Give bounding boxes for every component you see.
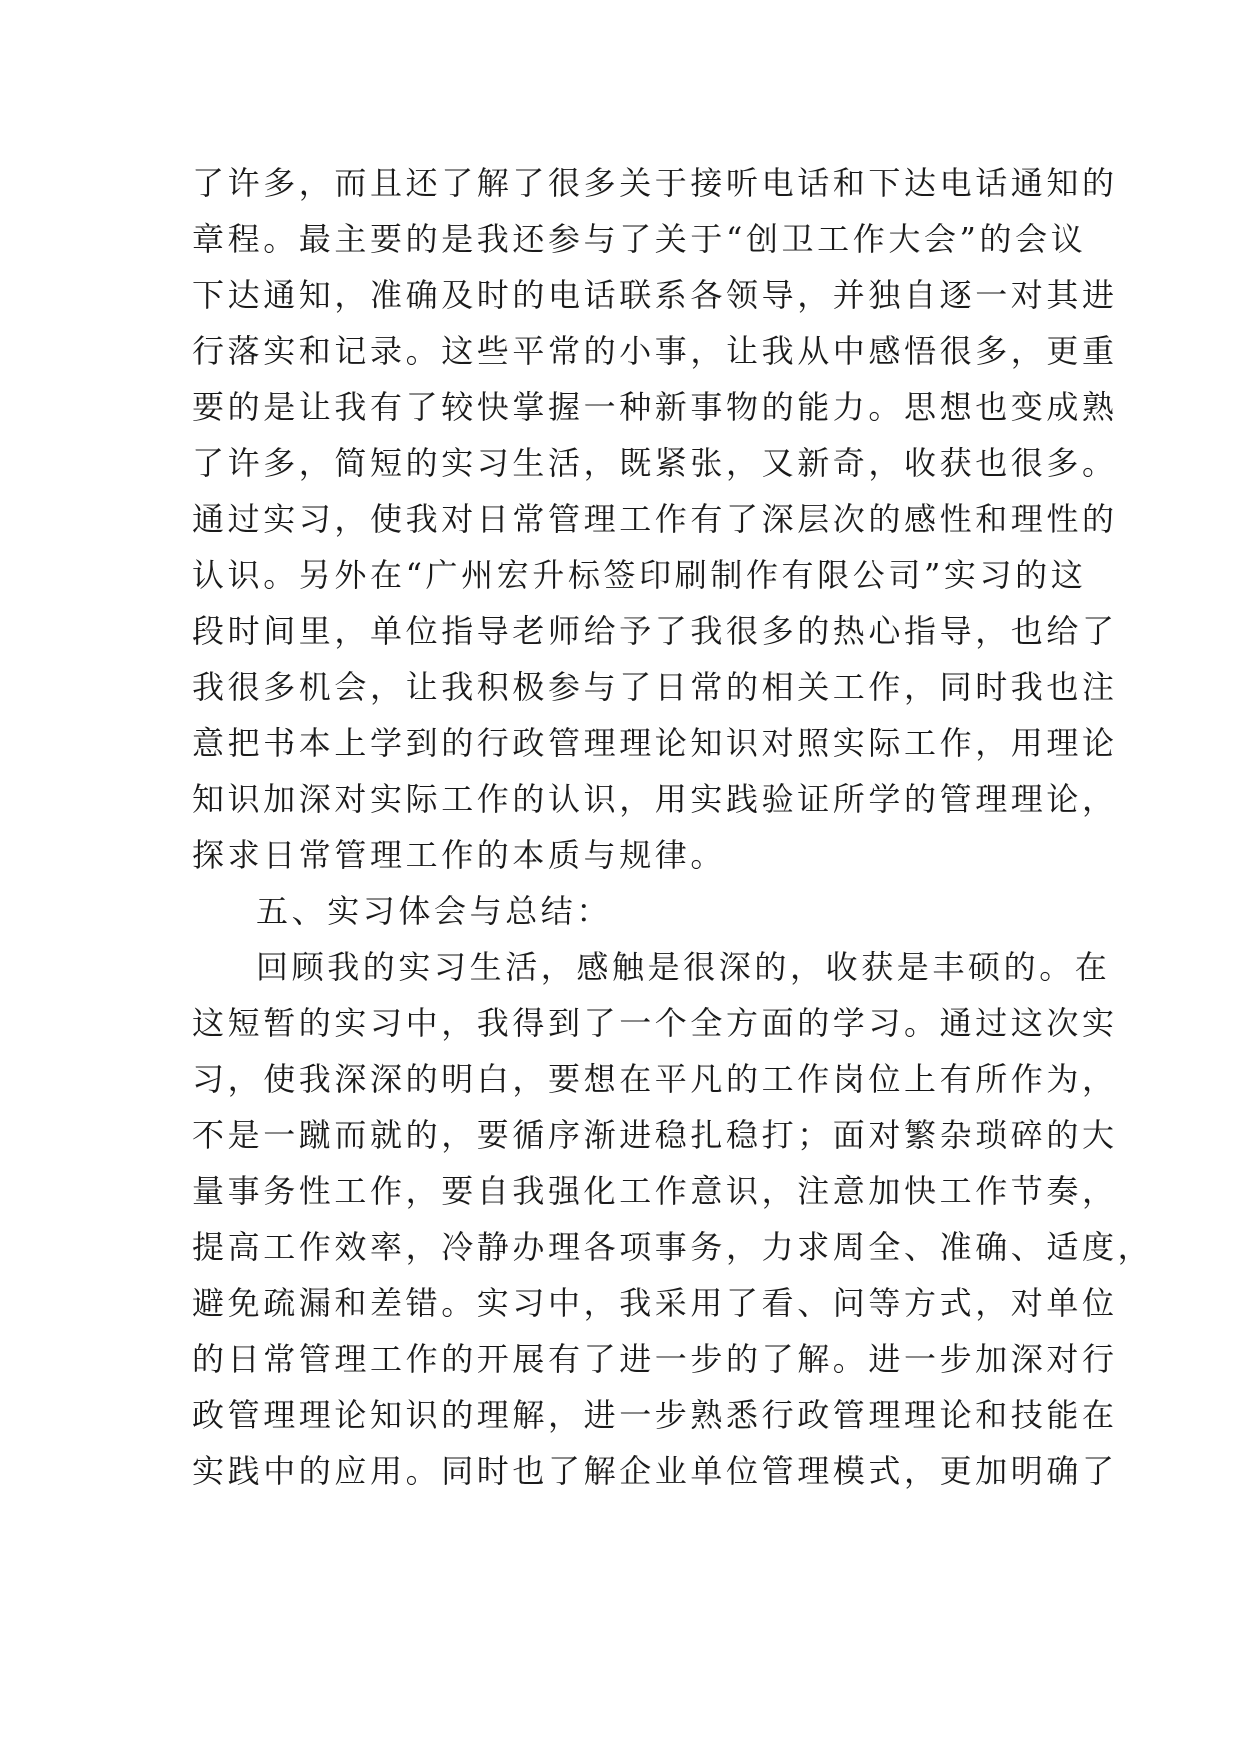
text-line: 意把书本上学到的行政管理理论知识对照实际工作，用理论 [192,724,1118,762]
text-line: 探求日常管理工作的本质与规律。 [192,836,727,874]
text-line: 认识。另外在“广州宏升标签印刷制作有限公司”实习的这 [192,556,1087,594]
text-line: 回顾我的实习生活，感触是很深的，收获是丰硕的。在 [256,948,1111,986]
section-heading: 五、实习体会与总结： [256,892,613,930]
text-line: 我很多机会，让我积极参与了日常的相关工作，同时我也注 [192,668,1118,706]
document-body [192,155,1154,1499]
text-line: 行落实和记录。这些平常的小事，让我从中感悟很多，更重 [192,332,1118,370]
text-line: 了许多，简短的实习生活，既紧张，又新奇，收获也很多。 [192,444,1118,482]
text-line: 章程。最主要的是我还参与了关于“创卫工作大会”的会议 [192,220,1087,258]
text-line: 下达通知，准确及时的电话联系各领导，并独自逐一对其进 [192,276,1118,314]
text-line: 了许多，而且还了解了很多关于接听电话和下达电话通知的 [192,164,1118,202]
text-line: 实践中的应用。同时也了解企业单位管理模式，更加明确了 [192,1452,1118,1490]
text-line: 避免疏漏和差错。实习中，我采用了看、问等方式，对单位 [192,1284,1118,1322]
text-line: 量事务性工作，要自我强化工作意识，注意加快工作节奏， [192,1172,1118,1210]
text-line: 的日常管理工作的开展有了进一步的了解。进一步加深对行 [192,1340,1118,1378]
text-line: 段时间里，单位指导老师给予了我很多的热心指导，也给了 [192,612,1118,650]
text-line: 政管理理论知识的理解，进一步熟悉行政管理理论和技能在 [192,1396,1118,1434]
text-line: 提高工作效率，冷静办理各项事务，力求周全、准确、适度， [192,1228,1154,1266]
text-line: 这短暂的实习中，我得到了一个全方面的学习。通过这次实 [192,1004,1118,1042]
text-line: 习，使我深深的明白，要想在平凡的工作岗位上有所作为， [192,1060,1118,1098]
text-line: 不是一蹴而就的，要循序渐进稳扎稳打；面对繁杂琐碎的大 [192,1116,1118,1154]
text-line: 要的是让我有了较快掌握一种新事物的能力。思想也变成熟 [192,388,1118,426]
text-line: 通过实习，使我对日常管理工作有了深层次的感性和理性的 [192,500,1118,538]
text-line: 知识加深对实际工作的认识，用实践验证所学的管理理论， [192,780,1118,818]
